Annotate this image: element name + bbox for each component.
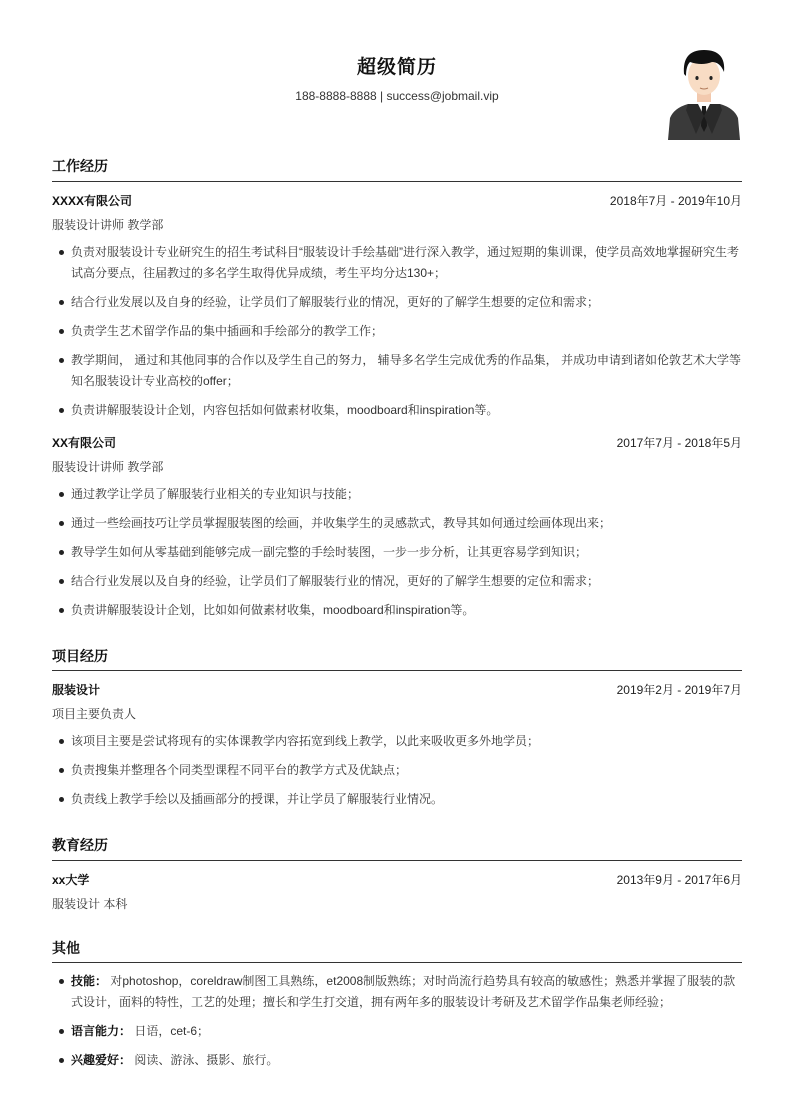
list-item: 负责学生艺术留学作品的集中插画和手绘部分的教学工作； [52,321,742,342]
section-title-education: 教育经历 [52,837,108,853]
job-period: 2017年7月 - 2018年5月 [616,436,742,450]
job-role: 服装设计讲师 教学部 [52,218,164,232]
section-title-work: 工作经历 [52,158,108,174]
section-divider [52,670,742,671]
section-divider [52,860,742,861]
list-item [52,1050,742,1071]
project-role: 项目主要负责人 [52,707,137,721]
contact-info: 188-8888-8888 | success@jobmail.vip [295,89,499,103]
list-item: 结合行业发展以及自身的经验，让学员们了解服装行业的情况，更好的了解学生想要的定位和需求； [52,292,742,313]
item-label: 技能： [71,974,108,988]
company-name: XX有限公司 [52,436,117,450]
job-period: 2018年7月 - 2019年10月 [609,194,742,208]
job-bullets [52,484,742,629]
list-item: 通过一些绘画技巧让学员掌握服装图的绘画，并收集学生的灵感款式，教导其如何通过绘画体现出来； [52,513,742,534]
item-text: 日语，cet-6； [134,1024,210,1038]
project-name: 服装设计 [52,683,101,697]
section-divider [52,962,742,963]
job-role: 服装设计讲师 教学部 [52,460,164,474]
list-item [52,1021,742,1042]
list-item: 该项目主要是尝试将现有的实体课教学内容拓宽到线上教学，以此来吸收更多外地学员； [52,731,742,752]
section-title-other: 其他 [52,940,80,956]
list-item: 教学期间， 通过和其他同事的合作以及学生自己的努力， 辅导多名学生完成优秀的作品集， 并成功申请到诸如伦敦艺术大学等知名服装设计专业高校的offer； [52,350,742,392]
list-item: 负责讲解服装设计企划，比如如何做素材收集，moodboard和inspiration等。 [52,600,742,621]
section-divider [52,181,742,182]
job-bullets [52,242,742,429]
item-text: 对photoshop，coreldraw制图工具熟练，et2008制版熟练；对时尚流行趋势具有较高的敏感性；熟悉并掌握了服装的款式设计，面料的特性，工艺的处理；擅长和学生打交道，拥有两年多的服装设计考研及艺术留学作品集老师经验； [71,974,736,1009]
other-bullets [52,971,742,1079]
item-text: 阅读、游泳、摄影、旅行。 [134,1053,279,1067]
list-item [52,971,742,1013]
school-name: xx大学 [52,873,90,887]
degree: 服装设计 本科 [52,897,128,911]
education-period: 2013年9月 - 2017年6月 [616,873,742,887]
project-bullets [52,731,742,818]
project-period: 2019年2月 - 2019年7月 [616,683,742,697]
company-name: XXXX有限公司 [52,194,133,208]
section-title-project: 项目经历 [52,648,108,664]
list-item: 负责对服装设计专业研究生的招生考试科目“服装设计手绘基础”进行深入教学，通过短期的集训课，使学员高效地掌握研究生考试高分要点，往届教过的多名学生取得优异成绩，考生平均分达130+； [52,242,742,284]
list-item: 通过教学让学员了解服装行业相关的专业知识与技能； [52,484,742,505]
list-item: 负责搜集并整理各个同类型课程不同平台的教学方式及优缺点； [52,760,742,781]
list-item: 结合行业发展以及自身的经验，让学员们了解服装行业的情况，更好的了解学生想要的定位和需求； [52,571,742,592]
list-item: 负责讲解服装设计企划，内容包括如何做素材收集，moodboard和inspiration等。 [52,400,742,421]
list-item: 教导学生如何从零基础到能够完成一副完整的手绘时装图，一步一步分析，让其更容易学到知识； [52,542,742,563]
avatar [668,44,740,140]
resume-name: 超级简历 [356,57,437,78]
item-label: 语言能力： [71,1024,132,1038]
list-item: 负责线上教学手绘以及插画部分的授课，并让学员了解服装行业情况。 [52,789,742,810]
item-label: 兴趣爱好： [71,1053,132,1067]
